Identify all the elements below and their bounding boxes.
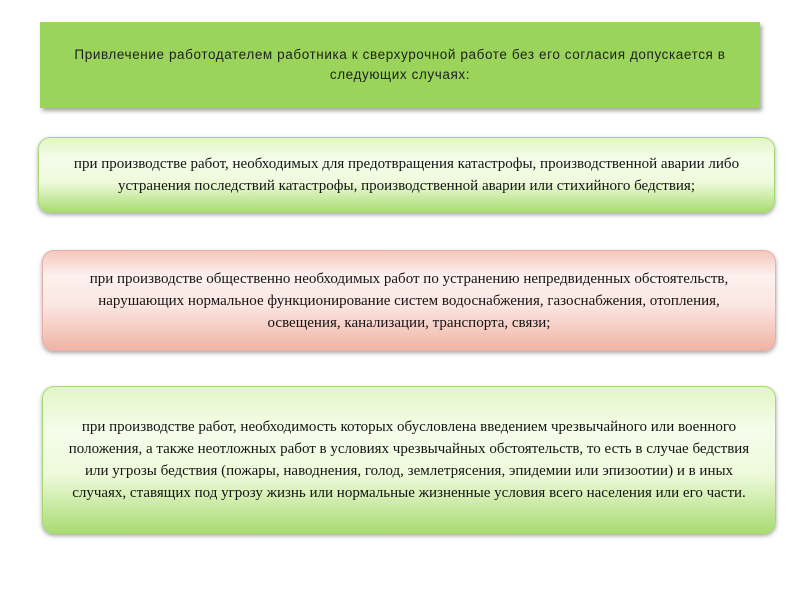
case-text-1: при производстве работ, необходимых для предотвращения катастрофы, производственной аварии либо устранения последствий катастрофы, производственной аварии или стихийного бедствия; (73, 156, 740, 194)
case-text-2: при производстве общественно необходимых работ по устранению непредвиденных обстоятельств, нарушающих нормальное функционирование систем водоснабжения, газоснабжения, отопления, освещения, канализации, транспорта, связи; (89, 270, 729, 331)
case-text-3: при производстве работ, необходимость которых обусловлена введением чрезвычайного или военного положения, а также неотложных работ в условиях чрезвычайных обстоятельств, то есть в случае бедствия или угрозы бедствия (пожары, наводнения, голод, землетрясения, эпидемии или эпизоотии) и в иных случаях, ставящих под угрозу жизнь или нормальные жизненные условия всего населения или его части. (68, 419, 750, 501)
case-card-1 (38, 137, 775, 213)
case-card-2 (42, 250, 776, 351)
slide-title: Привлечение работодателем работника к сверхурочной работе без его согласия допускается в следующих случаях: (74, 47, 726, 82)
case-card-3 (42, 386, 776, 534)
slide-header (40, 22, 760, 108)
